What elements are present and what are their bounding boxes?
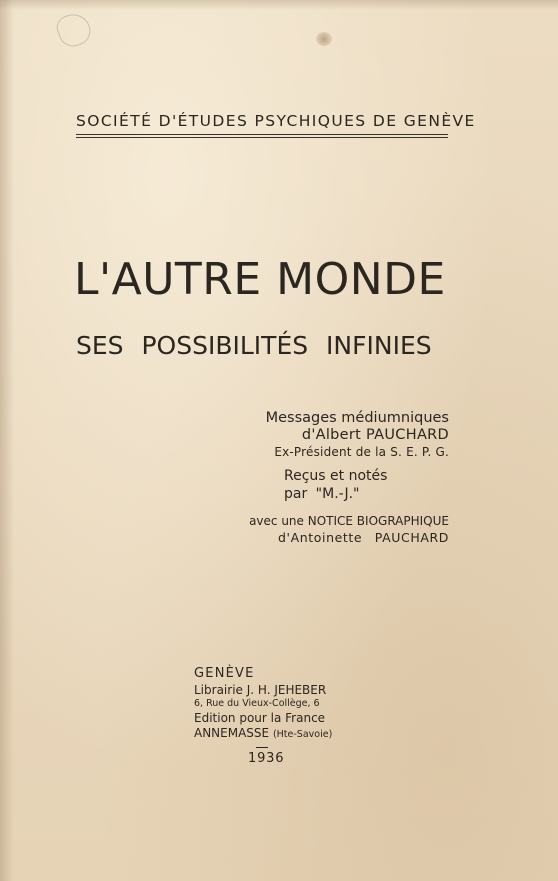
received-block [284, 468, 387, 503]
pencil-mark [53, 9, 94, 50]
year-dash [256, 747, 268, 748]
publisher-block [194, 666, 332, 768]
book-title: L'AUTRE MONDE [74, 254, 446, 305]
publisher-annemasse [194, 726, 332, 742]
publication-year: 1936 [248, 751, 285, 767]
notice-line-2: d'Antoinette PAUCHARD [278, 529, 449, 545]
notice-block [129, 514, 449, 546]
header-rule-bottom [76, 137, 448, 138]
messages-line-1: Messages médiumniques [265, 410, 449, 426]
received-line-1: Reçus et notés [284, 468, 388, 484]
annemasse-region: (Hte-Savoie) [272, 729, 333, 741]
annemasse-city: ANNEMASSE [194, 726, 270, 741]
messages-line-3: Ex-Président de la S. E. P. G. [274, 444, 449, 459]
publisher-address: 6, Rue du Vieux-Collège, 6 [194, 698, 320, 710]
paper-stain [316, 32, 332, 46]
header-rule-top [76, 134, 448, 135]
messages-line-2: d'Albert PAUCHARD [301, 427, 449, 444]
society-name: SOCIÉTÉ D'ÉTUDES PSYCHIQUES DE GENÈVE [76, 112, 476, 130]
received-line-2: par "M.-J." [284, 485, 360, 502]
publisher-city: GENÈVE [194, 666, 255, 681]
messages-block [149, 410, 449, 459]
notice-line-1: avec une NOTICE BIOGRAPHIQUE [249, 514, 449, 528]
cover-top-shadow [0, 0, 558, 10]
cover-edge-shadow [0, 0, 14, 881]
book-subtitle: SES POSSIBILITÉS INFINIES [76, 331, 432, 360]
publisher-library: Librairie J. H. JEHEBER [194, 682, 327, 697]
publisher-edition: Edition pour la France [194, 710, 326, 725]
